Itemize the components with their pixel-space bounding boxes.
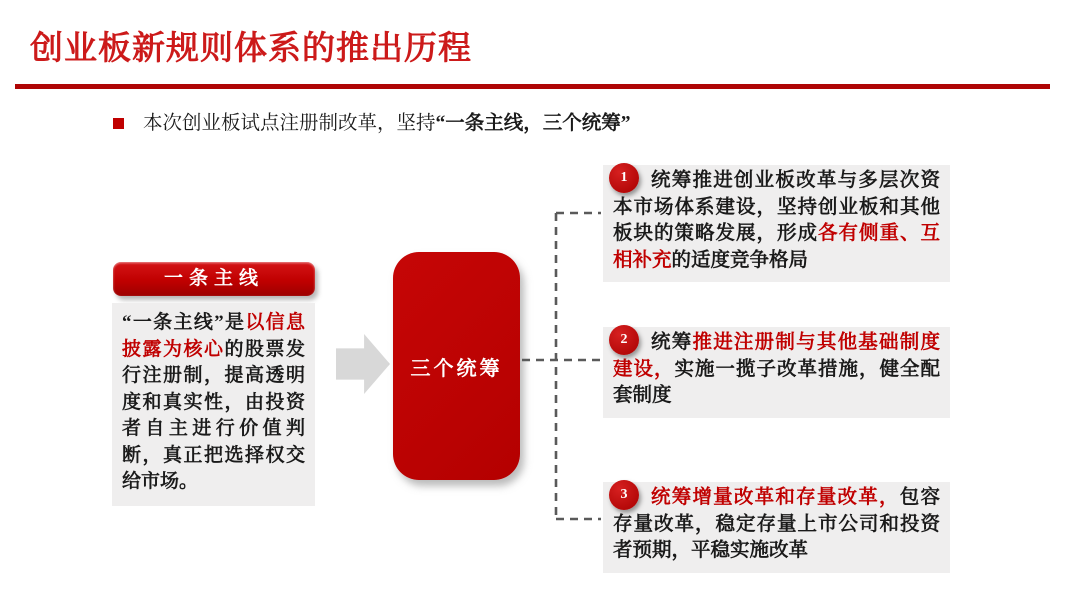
bullet-strong: “一条主线，三个统筹” <box>435 113 631 134</box>
item-2-segment: 实施一揽子改革措施，健全配套制度 <box>613 358 940 406</box>
item-1-segment: 的适度竞争格局 <box>671 249 809 271</box>
item-1-segment: 统筹推进创业板改革与多层次资本市场体系建设，坚持创业板和其他板块的策略发展，形成 <box>613 170 940 244</box>
coordination-item-1 <box>603 165 950 282</box>
item-2-segment-emphasis: 推进注册制与其他基础制度建设， <box>613 332 940 380</box>
main-line-segment-emphasis: 以信息披露为核心 <box>122 312 305 360</box>
item-3-segment: 包容存量改革，稳定存量上市公司和投资者预期，平稳实施改革 <box>613 487 940 561</box>
item-1-segment-emphasis: 各有侧重、互相补充 <box>613 223 940 271</box>
right-block-arrow-icon <box>336 334 390 394</box>
item-2-segment: 统筹 <box>651 332 693 353</box>
main-line-segment: 的股票发行注册制，提高透明度和真实性，由投资者自主进行价值判断，真正把选择权交给市场。 <box>122 338 305 492</box>
bullet-text <box>143 110 631 137</box>
item-3-segment-emphasis: 统筹增量改革和存量改革， <box>651 487 900 508</box>
item-3-text <box>613 485 940 565</box>
item-1-number-badge: 1 <box>609 163 639 193</box>
title-divider <box>15 84 1050 89</box>
coordination-item-3 <box>603 482 950 573</box>
item-2-text <box>613 330 940 410</box>
bullet-marker-icon <box>113 118 124 129</box>
bullet-row <box>113 110 631 137</box>
three-coordination-box: 三个统筹 <box>393 252 520 480</box>
item-3-number-badge: 3 <box>609 480 639 510</box>
item-2-number-badge: 2 <box>609 325 639 355</box>
main-line-body <box>112 303 315 506</box>
item-1-text <box>613 168 940 274</box>
bullet-lead: 本次创业板试点注册制改革，坚持 <box>143 113 436 134</box>
main-line-segment: “一条主线”是 <box>122 312 246 333</box>
main-line-header: 一条主线 <box>113 262 315 296</box>
page-title: 创业板新规则体系的推出历程 <box>30 29 472 66</box>
coordination-item-2 <box>603 327 950 418</box>
